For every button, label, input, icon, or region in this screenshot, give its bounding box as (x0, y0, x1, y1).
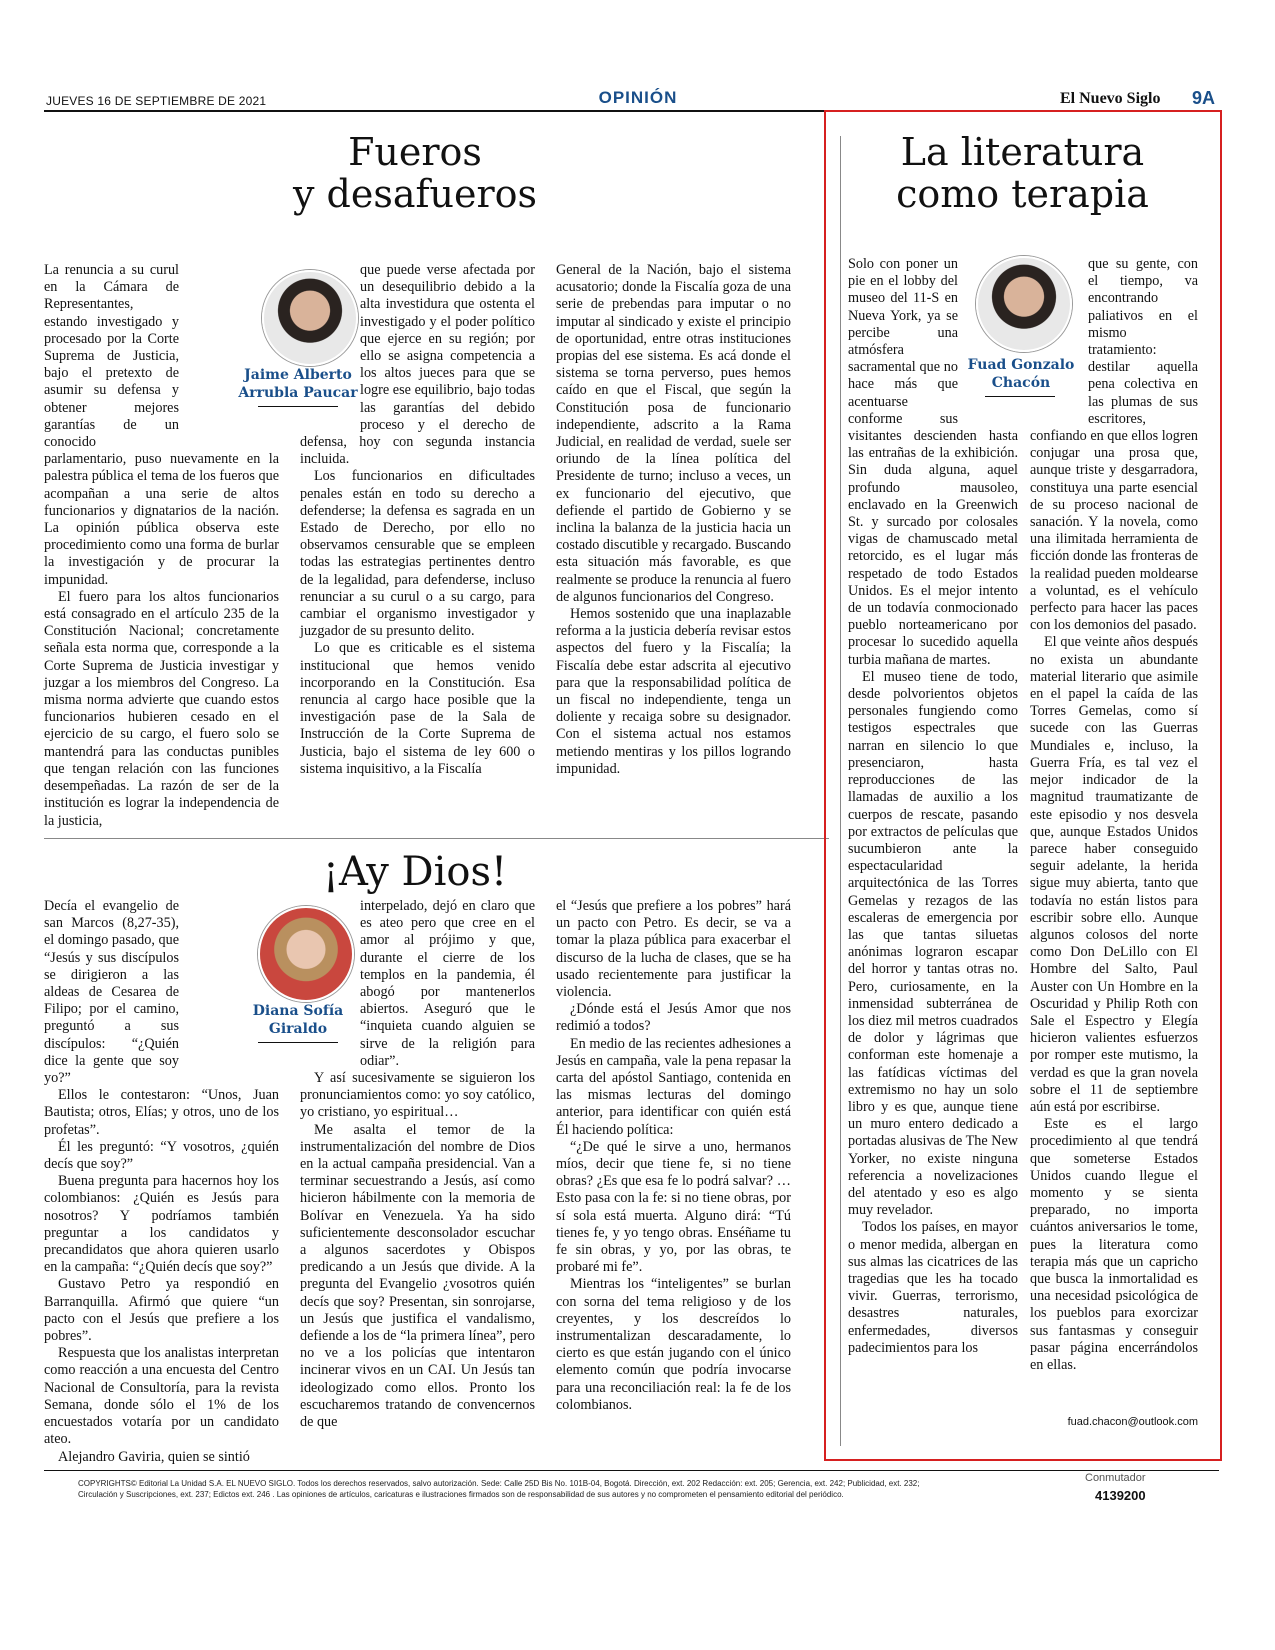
article2-column1: Decía el evangelio de san Marcos (8,27-35), el domingo pasado, que “Jesús y sus discípulos se dirigieron a las aldeas de Cesarea de Filipo; por el camino, preguntó a sus discípulos: “¿Quién dice la gente que soy yo?” Ellos le contestaron: “Unos, Juan Bautista; otros, Elías; y otros, uno de los profetas”. Él les preguntó: “Y vosotros, ¿quién decís que soy?” Buena pregunta para hacernos hoy los colombianos: ¿Quién es Jesús para nosotros? Y podríamos también preguntar a los candidatos y precandidatos que ahora quieren usarlo en la campaña: “¿Quién decís que soy?” Gustavo Petro ya respondió en Barranquilla. Afirmó que quiere “un pacto con el Jesús que prefiere a los pobres”. Respuesta que los analistas interpretan como reacción a una encuesta del Centro Nacional de Consultoría, para la revista Semana, donde sólo el 1% de los encuestados votaría por un candidato ateo. Alejandro Gaviria, quien se sintió (44, 898, 279, 1465)
article1-column3: General de la Nación, bajo el sistema acusatorio; donde la Fiscalía goza de una serie de prebendas para imputar o no imputar al sindicado y existe el principio de oportunidad, entre otras instituciones propias del ese sistema. Es acá donde el sistema se torna perverso, pues hemos caído en que el Fiscal, que según la Constitución posa de funcionario independiente, adscrito a la Rama Judicial, en realidad de verdad, suele ser oriundo de la línea política del Presidente de turno; incluso a veces, un ex funcionario del ejecutivo, que defiende el partido de Gobierno y se inclina la balanza de la justicia hacia un costado discutible y recargado. Buscando esta situación más favorable, es que realmente se produce la renuncia al fuero de algunos funcionarios del Congreso. Hemos sostenido que una inaplazable reforma a la justicia debería revisar estos aspectos del fuero y la Fiscalía; la Fiscalía debe estar adscrita al ejecutivo para que la responsabilidad política de un fiscal no independiente, tenga un doliente y recaiga sobre su designador. Con el sistema actual nos estamos metiendo mentiras y los pillos logrando impunidad. (556, 262, 791, 777)
footer-copyright: COPYRIGHTS© Editorial La Unidad S.A. EL NUEVO SIGLO. Todos los derechos reservados, salvo autorización. Sede: Calle 25D Bis No. 101B-04, Bogotá. Dirección, ext. 202 Redacción: ext. 205; Gerencia, ext. 242; Publicidad, ext. 232; Circulación y Suscripciones, ext. 237; Edictos ext. 246 . Las opiniones de artículos, caricaturas e ilustraciones firmados son de responsabilidad de sus autores y no comprometen el pensamiento editorial del periódico. (78, 1479, 920, 1499)
article1-byline: Jaime Alberto Arrubla Paucar (238, 367, 358, 401)
article3-title: La literatura como terapia (896, 130, 1149, 216)
switchboard-label: Conmutador (1085, 1472, 1146, 1484)
article3-byline: Fuad Gonzalo Chacón (967, 357, 1075, 391)
article2-column3: el “Jesús que prefiere a los pobres” hará un pacto con Petro. Es decir, se va a tomar la plaza pública para exacerbar el discurso de la lucha de clases, que se ha usado recientemente para justificar la violencia. ¿Dónde está el Jesús Amor que nos redimió a todos? En medio de las recientes adhesiones a Jesús en campaña, vale la pena repasar la carta del apóstol Santiago, contenida en las mismas lecturas del domingo anterior, para identificar con quién está Él haciendo política: “¿De qué le sirve a uno, hermanos míos, decir que tiene fe, si no tiene obras? ¿Es que esa fe lo podrá salvar? … Esto pasa con la fe: si no tiene obras, por sí sola está muerta. Alguno dirá: “Tú tienes fe, y yo tengo obras. Enséñame tu fe sin obras, y yo, por las obras, te probaré mi fe”. Mientras los “inteligentes” se burlan con sorna del tema religioso y de los creyentes, y los descreídos lo instrumentalizan descaradamente, lo cierto es que están jugando con el único elemento común que podría invocarse para una reconciliación real: la fe de los colombianos. (556, 898, 791, 1413)
issue-date: JUEVES 16 DE SEPTIEMBRE DE 2021 (46, 94, 267, 108)
page-number: 9A (1192, 88, 1216, 108)
section-title: OPINIÓN (598, 88, 678, 107)
newspaper-name: El Nuevo Siglo (1060, 90, 1161, 107)
author-email: fuad.chacon@outlook.com (1067, 1416, 1198, 1428)
article2-column2: interpelado, dejó en claro que es ateo pero que cree en el amor al prójimo y que, durante el cierre de los templos en la pandemia, él abogó por mantenerlos abiertos. Aseguró que le “inquieta cuando alguien se sirve de la religión para odiar”. Y así sucesivamente se siguieron los pronunciamientos como: yo soy católico, yo cristiano, yo espiritual… Me asalta el temor de la instrumentalización del nombre de Dios en la actual campaña presidencial. Van a terminar secuestrando a Jesús, así como hicieron hábilmente con la memoria de Bolívar en Venezuela. Ya ha sido suficientemente desconsolador escuchar a algunos sacerdotes y Obispos predicando a un Jesús que divide. A la pregunta del Evangelio ¿vosotros quién decís que soy? Presentan, sin sonrojarse, un Jesús que justifica el vandalismo, defiende a los de “la primera línea”, pero no ve a los policías que intentaron incinerar vivos en un CAI. Un Jesús tan ideologizado como ellos. Pronto los escucharemos tratando de convencernos de que (300, 898, 535, 1431)
article3-column2: que su gente, con el tiempo, va encontrando paliativos en el mismo tratamiento: destilar aquella pena colectiva en las plumas de sus escritores, confiando en que ellos logren conjugar una prosa que, aunque triste y desgarradora, constituya una parte esencial de su proceso nacional de sanación. Y la novela, como una ilimitada herramienta de ficción donde las fronteras de la realidad pueden moldearse a voluntad, es el vehículo perfecto para hacer las paces con los demonios del pasado. El que veinte años después no exista un abundante material literario que asimile en el papel la caída de las Torres Gemelas, como sí sucede con las Guerras Mundiales e, incluso, la Guerra Fría, es tal vez el mejor indicador de la magnitud traumatizante de este episodio y nos desvela que, aunque Estados Unidos parece haber conseguido seguir adelante, la herida sigue muy abierta, tanto que todavía no están listos para escribir sobre ello. Aunque algunos colosos del norte como Don DeLillo con El Hombre del Salto, Paul Auster con Un Hombre en la Oscuridad y Philip Roth con Sale el Espectro y Elegía hicieron valientes esfuerzos por romper este mutismo, la verdad es que la gran novela sobre el 11 de septiembre aún está por escribirse. Este es el largo procedimiento al que tendrá que someterse Estados Unidos cuando llegue el momento y se sienta preparado, no importa cuántos aniversarios le tome, pues la literatura como terapia más que un capricho que busca la inmortalidad es una necesidad psicológica de los pueblos para exorcizar sus fantasmas y conseguir pasar página encerrándolos en ellas. (1030, 256, 1198, 1373)
article1-title: Fueros y desafueros (292, 130, 538, 216)
article2-byline: Diana Sofía Giraldo (252, 1003, 344, 1037)
article1-column2: que puede verse afectada por un desequilibrio debido a la alta investidura que ostenta el investigado y el poder político que ejerce en su región; por ello se asigna competencia a los altos jueces para que se logre ese equilibrio, bajo todas las garantías del debido proceso y el derecho de defensa, hoy con segunda instancia incluida. Los funcionarios en dificultades penales están en todo su derecho a defenderse; la defensa es sagrada en un Estado de Derecho, por ello no observamos censurable que se empleen todas las estrategias pertinentes dentro de la legalidad, para defenderse, incluso renunciar a su curul o a su cargo, para cambiar el organismo investigador y juzgador de su presunto delito. Lo que es criticable es el sistema institucional que hemos venido incorporando en la Constitución. Esa renuncia al cargo hace posible que la investigación pase de la Sala de Instrucción de la Corte Suprema de Justicia, bajo el sistema de ley 600 o sistema inquisitivo, a la Fiscalía (300, 262, 535, 777)
footer-divider (44, 1470, 1219, 1471)
article3-column1: Solo con poner un pie en el lobby del museo del 11-S en Nueva York, ya se percibe una atmósfera sacramental que no hace más que acentuarse conforme sus visitantes descienden hasta las entrañas de la exhibición. Sin duda alguna, aquel profundo mausoleo, enclavado en la Greenwich St. y surcado por colosales vigas de chamuscado metal retorcido, es el lugar más respetado de todo Estados Unidos. Es el mejor intento de un todavía conmocionado pueblo norteamericano por procesar lo sucedido aquella turbia mañana de martes. El museo tiene de todo, desde polvorientos objetos personales fungiendo como testigos espectrales que narran en silencio lo que presenciaron, hasta reproducciones de las llamadas de auxilio a los cuerpos de rescate, pasando por extractos de películas que sucumbieron ante la espectacularidad arquitectónica de las Torres Gemelas y rezagos de las escaleras de emergencia por las que tantas siluetas anónimas lograron escapar del horror y tantas otras no. Pero, curiosamente, en la inmensidad subterránea de los diez mil metros cuadrados de dolor y lágrimas que conforman este homenaje a las fatídicas víctimas del extremismo no hay un solo libro y es que, aunque tiene un muro entero dedicado a portadas alusivas de The New Yorker, no existe ninguna referencia a novelizaciones del atentado y eso es algo muy revelador. Todos los países, en mayor o menor medida, albergan en sus almas las cicatrices de las tragedias que les ha tocado vivir. Guerras, terrorismo, desastres naturales, enfermedades, diversos padecimientos para los (848, 256, 1018, 1356)
switchboard-number: 4139200 (1095, 1488, 1146, 1503)
article1-column1: La renuncia a su curul en la Cámara de Representantes, estando investigado y procesado por la Corte Suprema de Justicia, bajo el pretexto de asumir su defensa y obtener mejores garantías de un conocido parlamentario, puso nuevamente en la palestra pública el tema de los fueros que acompañan a una serie de altos funcionarios y dignatarios de la nación. La opinión pública observa este procedimiento como una forma de burlar la investigación y de procurar la impunidad. El fuero para los altos funcionarios está consagrado en el artículo 235 de la Constitución Nacional; concretamente señala esta norma que, corresponde a la Corte Suprema de Justicia investigar y juzgar a los miembros del Congreso. La misma norma advierte que cuando estos funcionarios hubieren cesado en el ejercicio de su cargo, el fuero solo se mantendrá para las conductas punibles que tengan relación con las funciones desempeñadas. La razón de ser de la institución es lograr la independencia de la justicia, (44, 262, 279, 829)
article-divider (44, 838, 829, 839)
article2-title: ¡Ay Dios! (322, 849, 508, 895)
